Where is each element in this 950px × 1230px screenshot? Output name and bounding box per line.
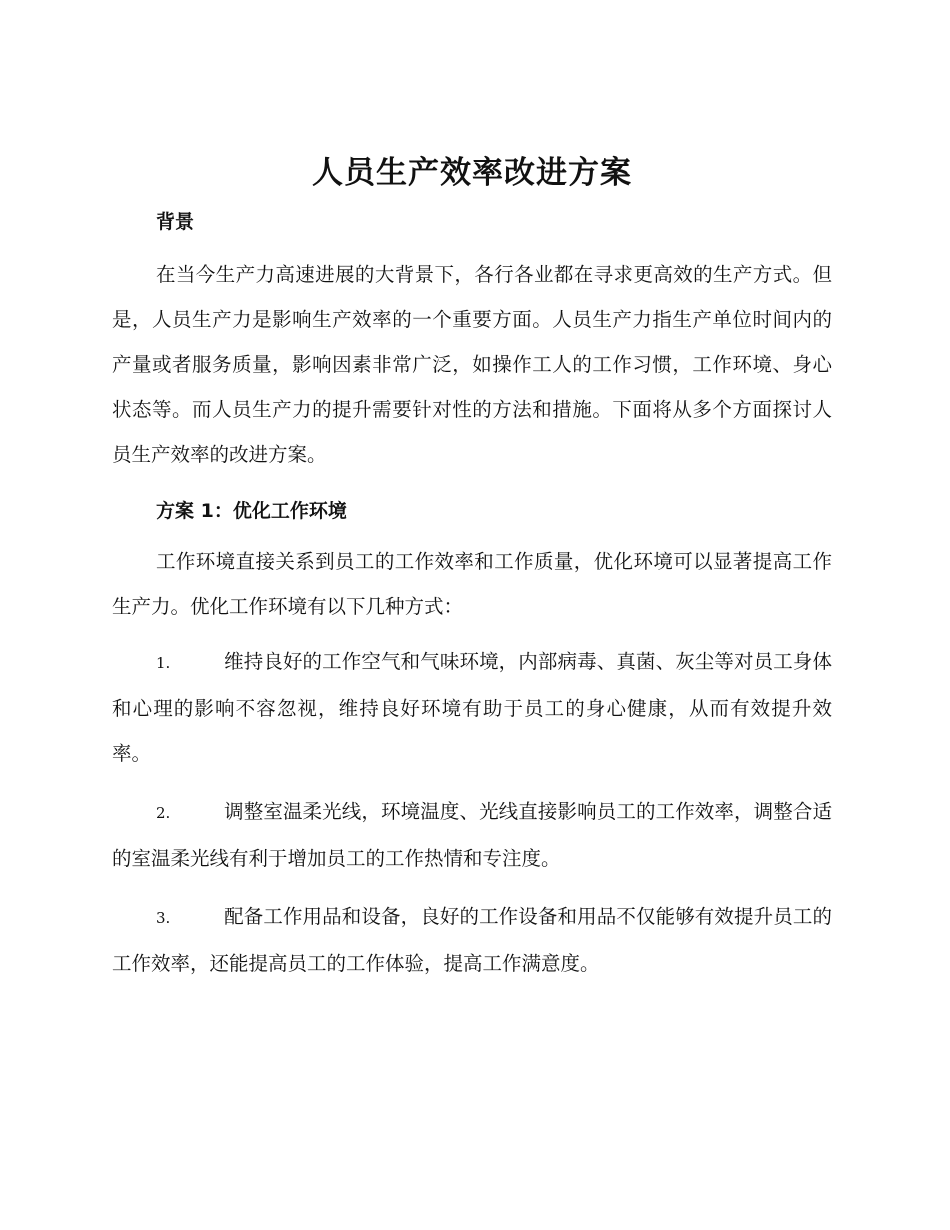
list-item-number: 3. — [156, 909, 171, 927]
list-item-text: 配备工作用品和设备，良好的工作设备和用品不仅能够有效提升员工的工作效率，还能提高员工的工作体验，提高工作满意度。 — [112, 905, 832, 975]
list-item — [112, 639, 832, 776]
plan-1-intro-paragraph: 工作环境直接关系到员工的工作效率和工作质量，优化环境可以显著提高工作生产力。优化工作环境有以下几种方式： — [112, 550, 832, 618]
background-paragraph: 在当今生产力高速进展的大背景下，各行各业都在寻求更高效的生产方式。但是，人员生产力是影响生产效率的一个重要方面。人员生产力指生产单位时间内的产量或者服务质量，影响因素非常广泛，如操作工人的工作习惯，工作环境、身心状态等。而人员生产力的提升需要针对性的方法和措施。下面将从多个方面探讨人员生产效率的改进方案。 — [112, 263, 832, 466]
list-item — [112, 789, 832, 881]
list-item-text: 维持良好的工作空气和气味环境，内部病毒、真菌、灰尘等对员工身体和心理的影响不容忽视，维持良好环境有助于员工的身心健康，从而有效提升效率。 — [112, 650, 832, 765]
section-heading-plan-1: 方案 1：优化工作环境 — [156, 500, 347, 522]
document-body — [112, 148, 832, 999]
list-item-number: 1. — [156, 654, 171, 672]
document-title: 人员生产效率改进方案 — [312, 155, 632, 191]
list-item-text: 调整室温柔光线，环境温度、光线直接影响员工的工作效率，调整合适的室温柔光线有利于增加员工的工作热情和专注度。 — [112, 800, 832, 870]
section-heading-background: 背景 — [156, 211, 195, 233]
list-item — [112, 894, 832, 986]
list-item-number: 2. — [156, 804, 171, 822]
